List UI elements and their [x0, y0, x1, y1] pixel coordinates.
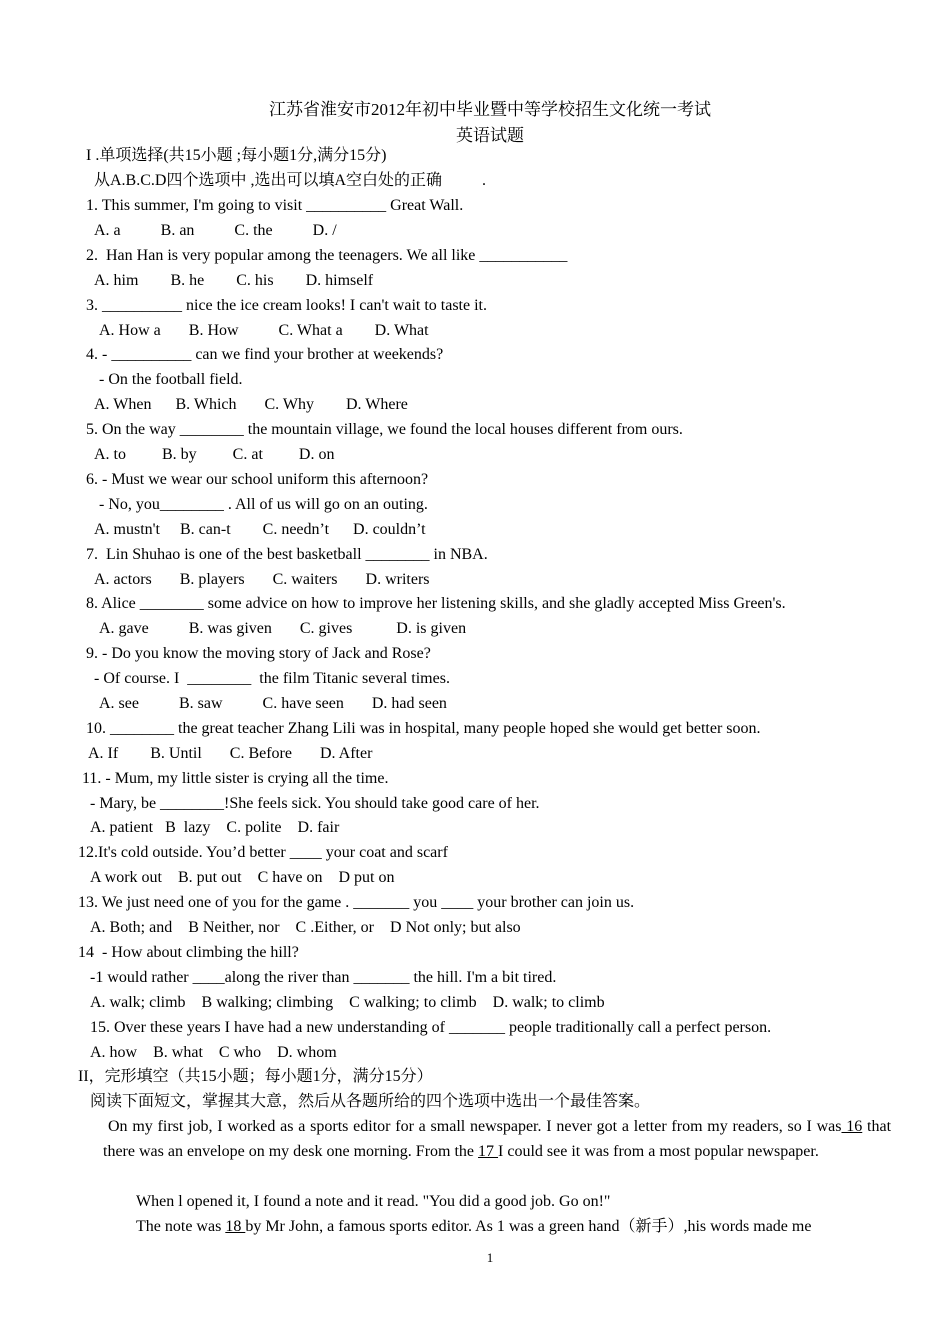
options-1: A. a B. an C. the D. /	[94, 222, 337, 239]
question-2: 2. Han Han is very popular among the teenagers. We all like ___________	[86, 247, 568, 264]
question-10: 10. ________ the great teacher Zhang Lili was in hospital, many people hoped she would get better soon.	[86, 720, 761, 737]
cloze-blank-16: 16	[841, 1118, 863, 1135]
options-3: A. How a B. How C. What a D. What	[99, 322, 429, 339]
options-14: A. walk; climb B walking; climbing C walking; to climb D. walk; to climb	[90, 994, 605, 1011]
page-number: 1	[486, 1250, 494, 1265]
options-15: A. how B. what C who D. whom	[90, 1044, 337, 1061]
options-7: A. actors B. players C. waiters D. writers	[94, 571, 430, 588]
options-5: A. to B. by C. at D. on	[94, 446, 335, 463]
options-8: A. gave B. was given C. gives D. is given	[99, 620, 467, 637]
question-5: 5. On the way ________ the mountain village, we found the local houses different from ours.	[86, 421, 683, 438]
options-13: A. Both; and B Neither, nor C .Either, or D Not only; but also	[90, 919, 521, 936]
question-7: 7. Lin Shuhao is one of the best basketball ________ in NBA.	[86, 546, 488, 563]
cloze-text: I could see it was from a most popular newspaper.	[498, 1143, 819, 1160]
answer-9: - Of course. I ________ the film Titanic several times.	[94, 670, 450, 687]
section1-heading: I .单项选择(共15小题 ;每小题1分,满分15分)	[86, 147, 387, 164]
question-15: 15. Over these years I have had a new understanding of _______ people traditionally call a perfect person.	[90, 1019, 772, 1036]
question-8: 8. Alice ________ some advice on how to improve her listening skills, and she gladly accepted Miss Green's.	[86, 595, 786, 612]
section1-instruction: 从A.B.C.D四个选项中 ,选出可以填A空白处的正确 .	[94, 172, 487, 189]
answer-4: - On the football field.	[99, 371, 243, 388]
cloze-blank-18: 18	[225, 1218, 246, 1235]
cloze-text: by Mr John, a famous sports editor. As 1 was a green hand（新手）,his words made me	[245, 1218, 812, 1235]
question-14: 14 - How about climbing the hill?	[78, 944, 299, 961]
options-11: A. patient B lazy C. polite D. fair	[90, 819, 340, 836]
options-12: A work out B. put out C have on D put on	[90, 869, 395, 886]
options-4: A. When B. Which C. Why D. Where	[94, 396, 408, 413]
cloze-text: that there was an envelope on my desk one morning. From the	[103, 1118, 892, 1160]
cloze-text: The note was	[136, 1218, 222, 1235]
options-2: A. him B. he C. his D. himself	[94, 272, 374, 289]
question-6: 6. - Must we wear our school uniform this afternoon?	[86, 471, 429, 488]
question-11: 11. - Mum, my little sister is crying all the time.	[82, 770, 389, 787]
answer-6: - No, you________ . All of us will go on an outing.	[99, 496, 428, 513]
exam-subtitle: 英语试题	[456, 126, 524, 145]
exam-title: 江苏省淮安市2012年初中毕业暨中等学校招生文化统一考试	[269, 100, 711, 119]
section2-instruction: 阅读下面短文，掌握其大意，然后从各题所给的四个选项中选出一个最佳答案。	[90, 1093, 651, 1110]
question-13: 13. We just need one of you for the game . _______ you ____ your brother can join us.	[78, 894, 635, 911]
question-12: 12.It's cold outside. You’d better ____ your coat and scarf	[78, 844, 448, 861]
cloze-paragraph-3	[136, 1214, 891, 1239]
answer-11: - Mary, be ________!She feels sick. You should take good care of her.	[90, 795, 540, 812]
question-1: 1. This summer, I'm going to visit __________ Great Wall.	[86, 197, 464, 214]
cloze-paragraph-1	[103, 1114, 891, 1164]
question-3: 3. __________ nice the ice cream looks! I can't wait to taste it.	[86, 297, 487, 314]
cloze-text: On my first job, I worked as a sports editor for a small newspaper. I never got a letter from my readers, so I was	[108, 1118, 842, 1135]
cloze-blank-17: 17	[478, 1143, 499, 1160]
options-6: A. mustn't B. can-t C. needn’t D. couldn’t	[94, 521, 426, 538]
question-9: 9. - Do you know the moving story of Jack and Rose?	[86, 645, 431, 662]
answer-14: -1 would rather ____along the river than _______ the hill. I'm a bit tired.	[90, 969, 557, 986]
options-9: A. see B. saw C. have seen D. had seen	[99, 695, 447, 712]
cloze-paragraph-2: When l opened it, I found a note and it read. "You did a good job. Go on!"	[136, 1193, 611, 1210]
section2-heading: II，完形填空（共15小题；每小题1分，满分15分）	[78, 1068, 433, 1085]
question-4: 4. - __________ can we find your brother at weekends?	[86, 346, 444, 363]
options-10: A. If B. Until C. Before D. After	[88, 745, 373, 762]
